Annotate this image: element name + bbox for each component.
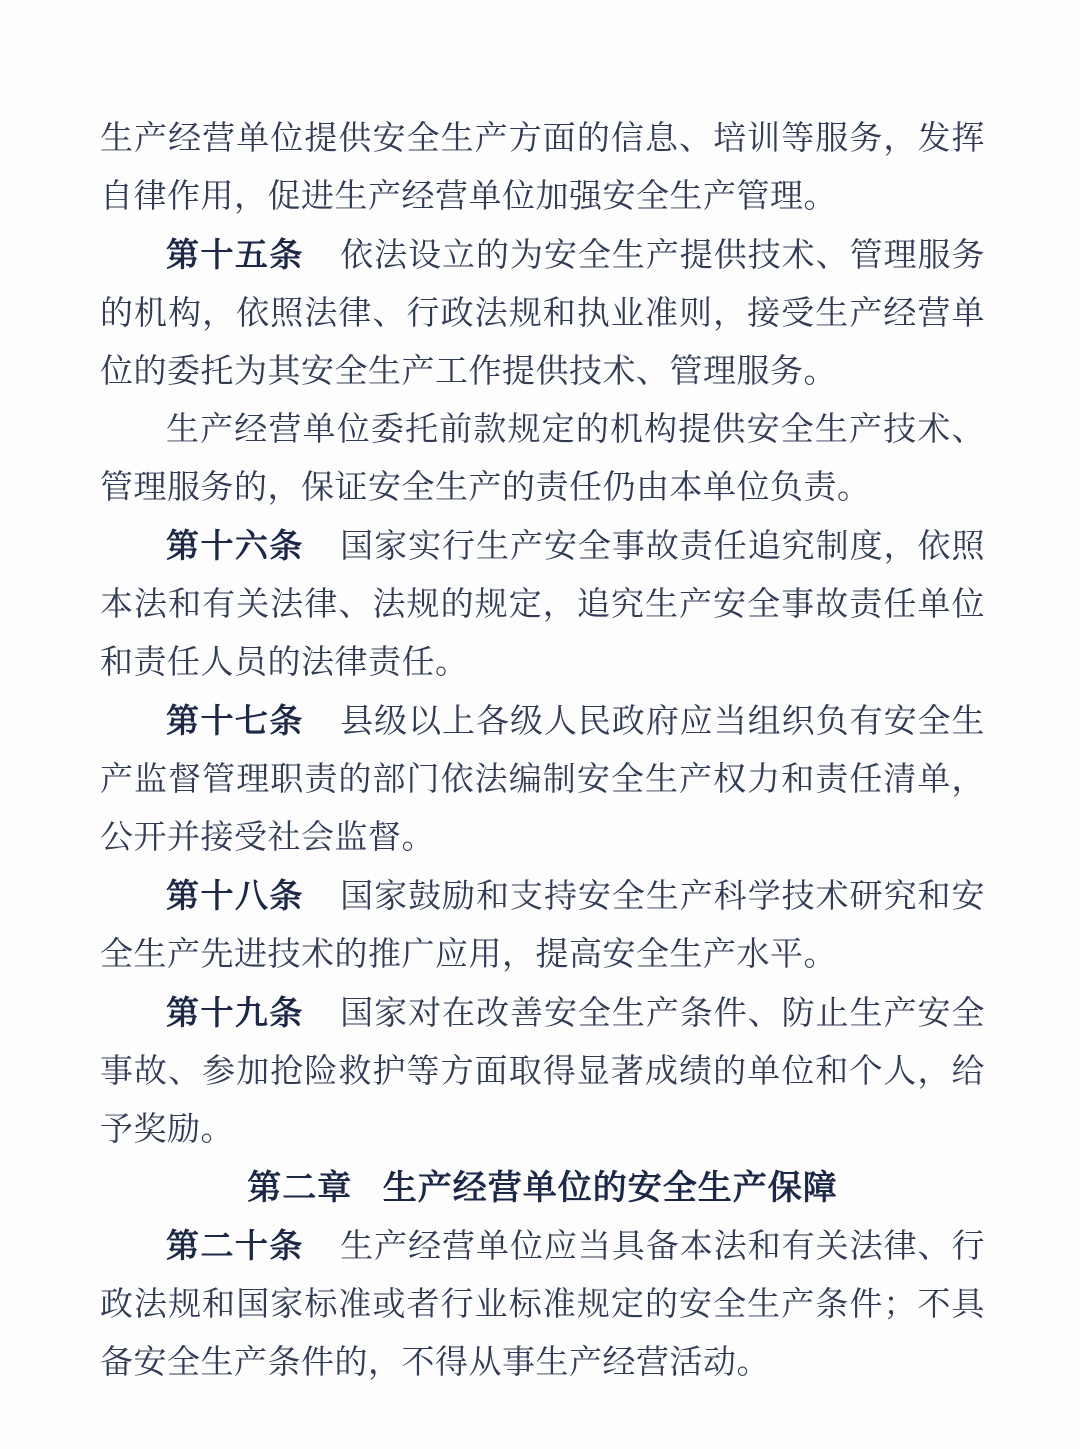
body-paragraph	[100, 401, 985, 517]
document-body	[100, 110, 985, 1392]
paragraph-text: 国家对在改善安全生产条件、防止生产安全事故、参加抢险救护等方面取得显著成绩的单位和个人，给予奖励。	[100, 996, 986, 1148]
article-paragraph	[100, 867, 985, 984]
article-number: 第十八条	[166, 877, 304, 914]
article-number: 第十五条	[166, 236, 304, 273]
chapter-title: 生产经营单位的安全生产保障	[382, 1169, 838, 1207]
article-paragraph	[100, 1217, 985, 1392]
paragraph-text: 生产经营单位提供安全生产方面的信息、培训等服务，发挥自律作用，促进生产经营单位加强安全生产管理。	[100, 121, 985, 215]
article-number: 第十七条	[166, 702, 304, 739]
article-paragraph	[100, 984, 985, 1159]
article-paragraph	[100, 517, 985, 692]
article-number: 第十六条	[166, 527, 304, 564]
article-number: 第二十条	[166, 1227, 304, 1264]
chapter-number: 第二章	[247, 1169, 353, 1207]
paragraph-text: 生产经营单位委托前款规定的机构提供安全生产技术、管理服务的，保证安全生产的责任仍由本单位负责。	[100, 412, 985, 506]
article-paragraph	[100, 226, 985, 401]
body-paragraph	[100, 110, 985, 226]
paragraph-text: 国家实行生产安全事故责任追究制度，依照本法和有关法律、法规的规定，追究生产安全事故责任单位和责任人员的法律责任。	[100, 529, 986, 681]
chapter-heading	[100, 1159, 985, 1217]
paragraph-text: 国家鼓励和支持安全生产科学技术研究和安全生产先进技术的推广应用，提高安全生产水平。	[100, 879, 986, 973]
article-number: 第十九条	[166, 994, 304, 1031]
paragraph-text: 生产经营单位应当具备本法和有关法律、行政法规和国家标准或者行业标准规定的安全生产条件；不具备安全生产条件的，不得从事生产经营活动。	[100, 1229, 986, 1381]
article-paragraph	[100, 692, 985, 867]
paragraph-text: 县级以上各级人民政府应当组织负有安全生产监督管理职责的部门依法编制安全生产权力和责任清单，公开并接受社会监督。	[100, 704, 986, 856]
paragraph-text: 依法设立的为安全生产提供技术、管理服务的机构，依照法律、行政法规和执业准则，接受生产经营单位的委托为其安全生产工作提供技术、管理服务。	[100, 238, 986, 390]
